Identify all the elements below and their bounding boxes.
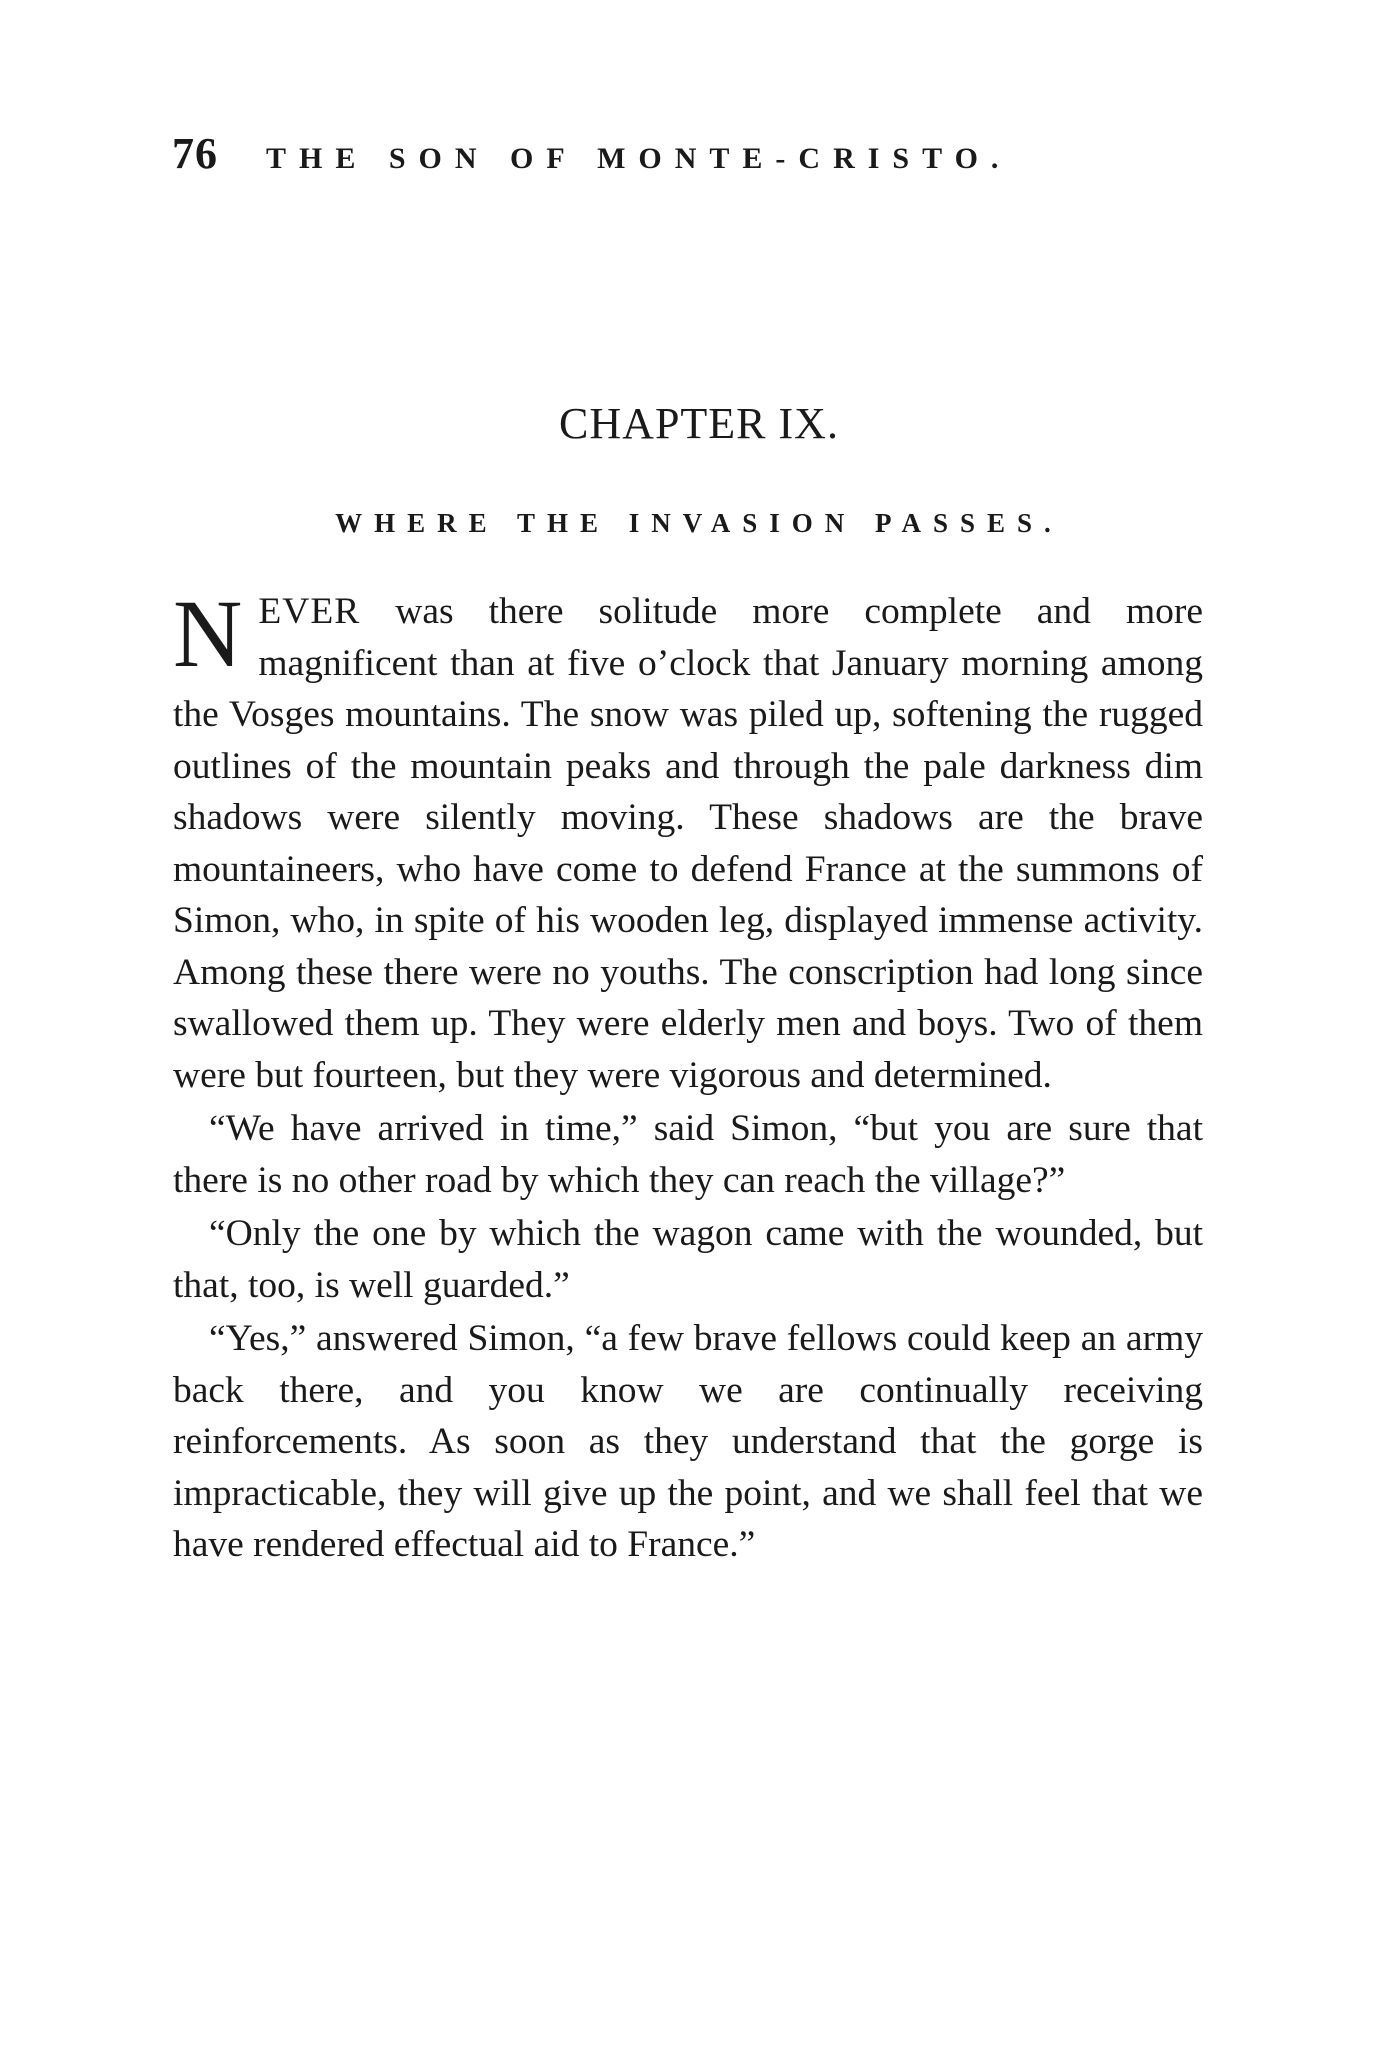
chapter-body bbox=[173, 580, 1203, 1571]
paragraph-4: “Yes,” answered Simon, “a few brave fellows could keep an army back there, and you know we are continually receiving reinforcements. As soon as they understand that the gorge is impracticable, they will give up the point, and we shall feel that we have rendered effectual aid to France.” bbox=[173, 1318, 1203, 1565]
drop-cap: N bbox=[173, 580, 243, 687]
paragraph-1-text: was there solitude more complete and more magnificent than at five o’clock that January morning among the Vosges mountains. The snow was piled up, softening the rugged outlines of the mountain peaks and through the pale darkness dim shadows were silently moving. These shadows are the brave mountaineers, who have come to defend France at the summons of Simon, who, in spite of his wooden leg, displayed immense activity. Among these there were no youths. The conscription had long since swallowed them up. They were elderly men and boys. Two of them were but fourteen, but they were vigorous and determined. bbox=[173, 591, 1203, 1096]
chapter-title: WHERE THE INVASION PASSES. bbox=[335, 508, 1063, 538]
paragraph-1 bbox=[173, 580, 1203, 1101]
running-title: THE SON OF MONTE-CRISTO. bbox=[266, 142, 1012, 175]
opening-small-caps: EVER bbox=[258, 591, 361, 632]
paragraph-3: “Only the one by which the wagon came with the wounded, but that, too, is well guarded.” bbox=[173, 1213, 1203, 1306]
page-number: 76 bbox=[172, 129, 218, 178]
paragraph-2: “We have arrived in time,” said Simon, “but you are sure that there is no other road by which they can reach the village?” bbox=[173, 1108, 1203, 1201]
running-header bbox=[172, 128, 1172, 188]
chapter-number: CHAPTER IX. bbox=[559, 399, 839, 448]
